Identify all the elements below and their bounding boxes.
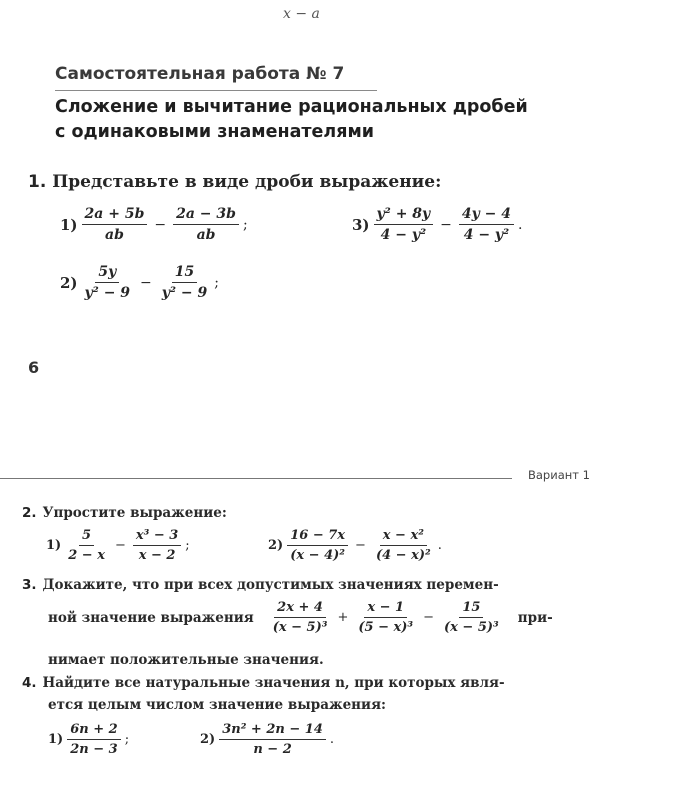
operator: − — [140, 274, 152, 291]
denominator: (x − 4)² — [290, 548, 345, 563]
fraction — [173, 206, 239, 243]
denominator: 4 − y² — [380, 227, 427, 243]
task-1-number: 1. — [28, 172, 47, 192]
numerator: x³ − 3 — [133, 528, 181, 546]
task-1-text: Представьте в виде дроби выражение: — [52, 172, 442, 192]
denominator: (x − 5)³ — [444, 620, 499, 635]
fraction — [374, 206, 434, 243]
operator: − — [154, 216, 167, 233]
task-1-item-1 — [60, 206, 248, 243]
task-3-line-3: нимает положительные значения. — [48, 652, 324, 668]
task-3-text: Докажите, что при всех допустимых значениях перемен- — [42, 577, 499, 593]
numerator: 4y − 4 — [459, 206, 514, 225]
task-2-item-2 — [268, 528, 442, 563]
denominator: n − 2 — [253, 742, 292, 757]
item-label: 3) — [352, 215, 370, 234]
worksheet-title: Самостоятельная работа № 7 — [55, 64, 345, 84]
denominator: (x − 5)³ — [272, 620, 328, 635]
task-2-item-1 — [46, 528, 190, 563]
item-label: 2) — [200, 732, 216, 747]
numerator: 15 — [172, 264, 197, 283]
task-4-line-2: ется целым числом значение выражения: — [48, 697, 387, 713]
numerator: 16 − 7x — [287, 528, 348, 546]
fraction — [459, 206, 514, 243]
numerator: 5 — [79, 528, 94, 546]
task-4-number: 4. — [22, 675, 37, 691]
title-underline — [55, 90, 377, 91]
task-3-text-start: ной значение выражения — [48, 609, 254, 626]
punctuation: ; — [242, 216, 248, 233]
task-4-line-1 — [22, 675, 505, 691]
operator: + — [337, 610, 349, 625]
numerator: 2a + 5b — [82, 206, 148, 225]
denominator: ab — [105, 227, 124, 243]
task-2-text: Упростите выражение: — [42, 505, 227, 521]
page-number: 6 — [28, 358, 40, 377]
fraction — [441, 600, 502, 635]
task-1-prompt — [28, 172, 441, 192]
numerator: x − 1 — [364, 600, 407, 618]
fraction — [219, 722, 326, 757]
item-label: 1) — [48, 732, 64, 747]
fraction — [82, 264, 134, 301]
denominator: 2 − x — [68, 548, 105, 563]
fraction — [159, 264, 211, 301]
fraction — [287, 528, 348, 563]
item-label: 2) — [268, 538, 284, 553]
denominator: y² − 9 — [161, 285, 208, 301]
punctuation: ; — [185, 538, 190, 553]
denominator: 4 − y² — [463, 227, 510, 243]
variant-rule — [0, 478, 512, 479]
fraction — [133, 528, 181, 563]
punctuation: ; — [214, 274, 219, 291]
fraction — [355, 600, 416, 635]
punctuation: . — [329, 732, 335, 747]
punctuation: . — [437, 538, 442, 553]
task-4-text: Найдите все натуральные значения n, при которых явля- — [42, 675, 505, 691]
task-2-prompt — [22, 505, 227, 521]
numerator: 5y — [95, 264, 119, 283]
numerator: 15 — [459, 600, 483, 618]
task-3-line-2 — [48, 600, 553, 635]
topic-line-2: с одинаковыми знаменателями — [55, 122, 375, 142]
item-label: 1) — [60, 215, 78, 234]
punctuation: ; — [124, 732, 130, 747]
numerator: 2x + 4 — [274, 600, 326, 618]
operator: − — [423, 610, 434, 625]
item-label: 1) — [46, 538, 62, 553]
task-4-item-1 — [48, 722, 129, 757]
task-3-text-end: при- — [517, 609, 553, 626]
fraction — [82, 206, 148, 243]
task-1-item-2 — [60, 264, 219, 301]
denominator: x − 2 — [138, 548, 176, 563]
denominator: 2n − 3 — [70, 742, 118, 757]
topic-line-1: Сложение и вычитание рациональных дробей — [55, 97, 528, 117]
task-3-number: 3. — [22, 577, 37, 593]
task-3-line-1 — [22, 577, 499, 593]
item-label: 2) — [60, 273, 78, 292]
denominator: ab — [196, 227, 216, 243]
numerator: x − x² — [380, 528, 427, 546]
fraction — [67, 722, 121, 757]
operator: − — [114, 538, 126, 553]
fraction — [270, 600, 331, 635]
header-fragment: x − a — [283, 6, 320, 22]
operator: − — [440, 216, 452, 233]
denominator: (4 − x)² — [375, 548, 431, 563]
denominator: (5 − x)³ — [358, 620, 414, 635]
numerator: 3n² + 2n − 14 — [219, 722, 326, 740]
task-2-number: 2. — [22, 505, 37, 521]
operator: − — [355, 538, 366, 553]
variant-label: Вариант 1 — [528, 468, 590, 482]
task-1-item-3 — [352, 206, 522, 243]
denominator: y² − 9 — [84, 285, 131, 301]
numerator: 6n + 2 — [67, 722, 121, 740]
task-4-item-2 — [200, 722, 334, 757]
punctuation: . — [518, 216, 523, 233]
fraction — [65, 528, 108, 563]
numerator: y² + 8y — [374, 206, 434, 225]
fraction — [373, 528, 434, 563]
numerator: 2a − 3b — [173, 206, 239, 225]
